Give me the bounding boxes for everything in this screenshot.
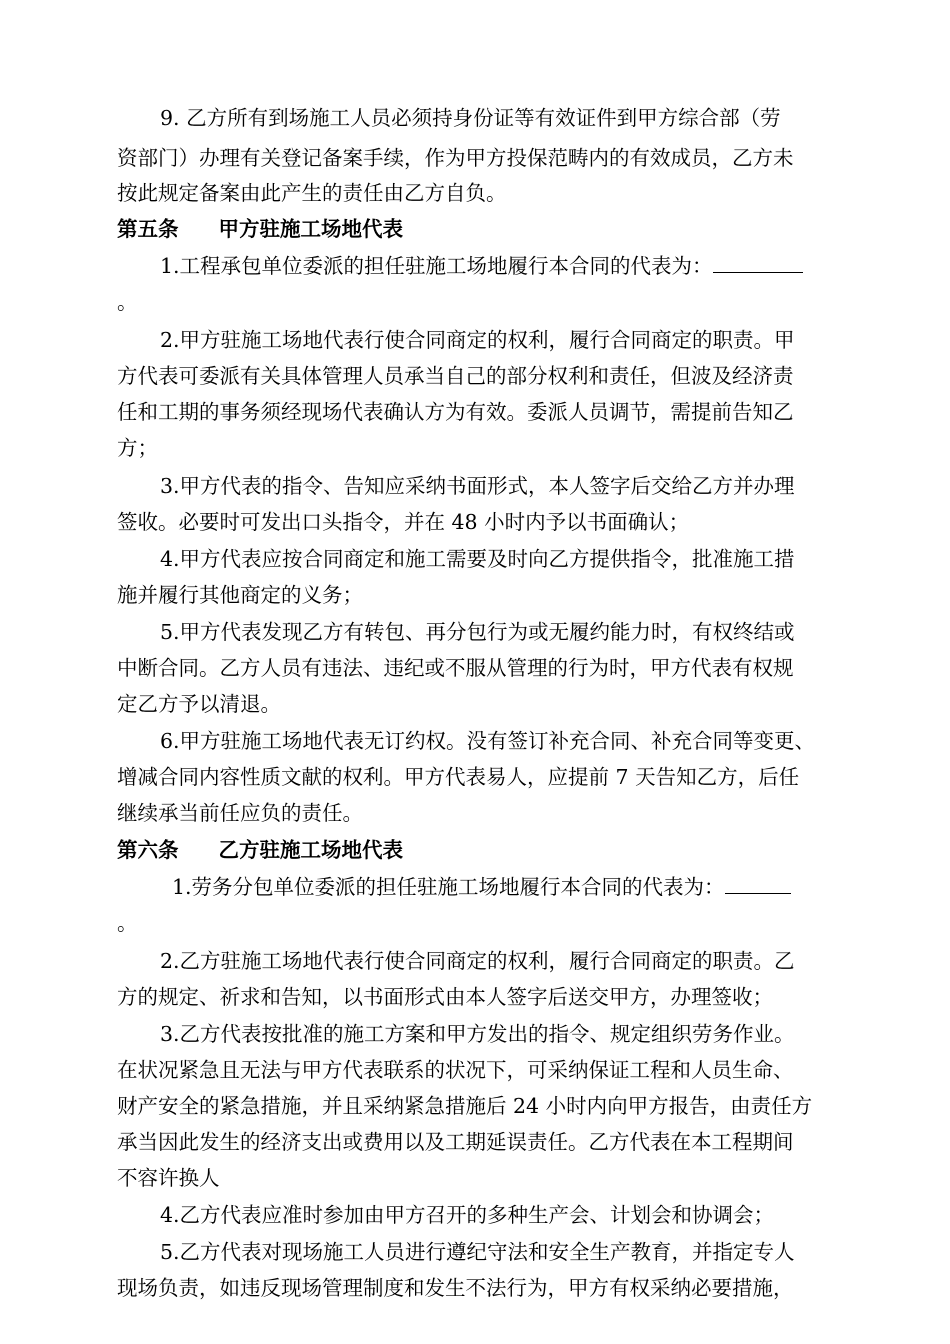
article6-heading bbox=[117, 833, 857, 867]
article6-p3-line-5: 不容许换人 bbox=[117, 1166, 220, 1190]
item9-line-3: 按此规定备案由此产生的责任由乙方自负。 bbox=[117, 181, 507, 205]
article5-p5-line-3: 定乙方予以清退。 bbox=[117, 692, 281, 716]
article6-p5-line-2: 现场负责，如违反现场管理制度和发生不法行为，甲方有权采纳必要措施， bbox=[117, 1276, 794, 1300]
article5-p5-line-1: 5.甲方代表发现乙方有转包、再分包行为或无履约能力时，有权终结或 bbox=[160, 620, 795, 644]
representative-blank-field[interactable] bbox=[725, 871, 791, 894]
article6-p2-line-2: 方的规定、祈求和告知，以书面形式由本人签字后送交甲方，办理签收； bbox=[117, 985, 773, 1009]
article5-p6-line-1: 6.甲方驻施工场地代表无订约权。没有签订补充合同、补充合同等变更、 bbox=[160, 729, 816, 753]
item9-line-1: 9. 乙方所有到场施工人员必须持身份证等有效证件到甲方综合部（劳 bbox=[160, 106, 781, 130]
article6-p3-line-3: 财产安全的紧急措施，并且采纳紧急措施后 24 小时内向甲方报告，由责任方 bbox=[117, 1094, 813, 1118]
article6-p3-line-1: 3.乙方代表按批准的施工方案和甲方发出的指令、规定组织劳务作业。 bbox=[160, 1022, 795, 1046]
article5-p4-line-1: 4.甲方代表应按合同商定和施工需要及时向乙方提供指令，批准施工措 bbox=[160, 547, 795, 571]
article5-p5-line-2: 中断合同。乙方人员有违法、违纪或不服从管理的行为时，甲方代表有权规 bbox=[117, 656, 794, 680]
article6-title: 乙方驻施工场地代表 bbox=[218, 838, 403, 862]
article5-p3-line-2: 签收。必要时可发出口头指令，并在 48 小时内予以书面确认； bbox=[117, 510, 690, 534]
representative-blank-field[interactable] bbox=[713, 250, 803, 273]
article5-p2-line-1: 2.甲方驻施工场地代表行使合同商定的权利，履行合同商定的职责。甲 bbox=[160, 328, 795, 352]
article5-p6-line-3: 继续承当前任应负的责任。 bbox=[117, 801, 363, 825]
article6-p5-line-1: 5.乙方代表对现场施工人员进行遵纪守法和安全生产教育，并指定专人 bbox=[160, 1240, 795, 1264]
article6-p1-text: 1.劳务分包单位委派的担任驻施工场地履行本合同的代表为： bbox=[172, 875, 725, 899]
article5-p6-line-2: 增减合同内容性质文献的权利。甲方代表易人，应提前 7 天告知乙方，后任 bbox=[117, 765, 800, 789]
article6-p3-line-4: 承当因此发生的经济支出或费用以及工期延误责任。乙方代表在本工程期间 bbox=[117, 1130, 794, 1154]
article6-p2-line-1: 2.乙方驻施工场地代表行使合同商定的权利，履行合同商定的职责。乙 bbox=[160, 949, 795, 973]
article5-p4-line-2: 施并履行其他商定的义务； bbox=[117, 583, 363, 607]
article6-p1-line-1 bbox=[172, 870, 912, 904]
article6-p4-line-1: 4.乙方代表应准时参加由甲方召开的多种生产会、计划会和协调会； bbox=[160, 1203, 775, 1227]
article5-p2-line-3: 任和工期的事务须经现场代表确认方为有效。委派人员调节，需提前告知乙 bbox=[117, 400, 794, 424]
article5-title: 甲方驻施工场地代表 bbox=[218, 217, 403, 241]
article5-p1-text: 1.工程承包单位委派的担任驻施工场地履行本合同的代表为： bbox=[160, 254, 713, 278]
item9-line-2: 资部门）办理有关登记备案手续，作为甲方投保范畴内的有效成员，乙方未 bbox=[117, 146, 794, 170]
article5-p1-line-1 bbox=[160, 249, 900, 283]
article6-p1-line-2: 。 bbox=[117, 911, 138, 935]
article5-p1-line-2: 。 bbox=[117, 290, 138, 314]
article5-number: 第五条 bbox=[117, 217, 179, 241]
article6-number: 第六条 bbox=[117, 838, 179, 862]
article5-p2-line-2: 方代表可委派有关具体管理人员承当自己的部分权利和责任，但波及经济责 bbox=[117, 364, 794, 388]
article5-heading bbox=[117, 212, 857, 246]
article5-p2-line-4: 方； bbox=[117, 436, 158, 460]
article6-p3-line-2: 在状况紧急且无法与甲方代表联系的状况下，可采纳保证工程和人员生命、 bbox=[117, 1058, 794, 1082]
article5-p3-line-1: 3.甲方代表的指令、告知应采纳书面形式，本人签字后交给乙方并办理 bbox=[160, 474, 795, 498]
